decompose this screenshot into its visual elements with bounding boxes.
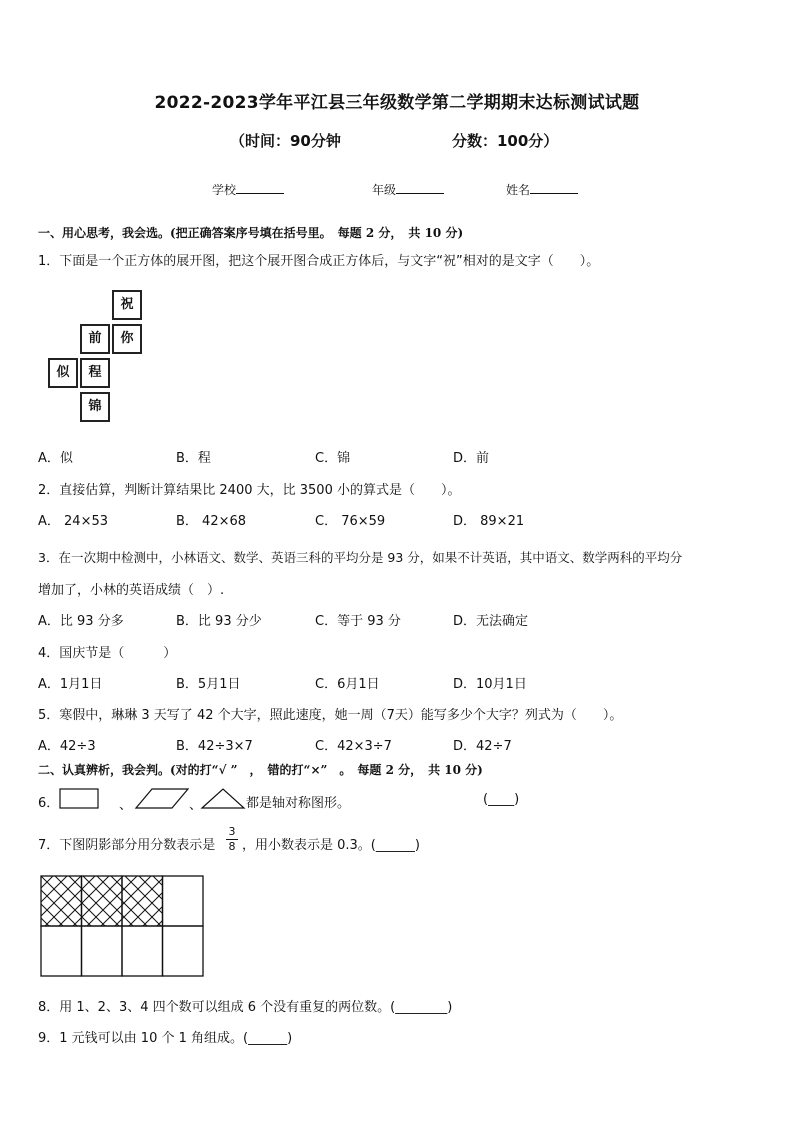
q7-text-before: 7．下图阴影部分用分数表示是 (38, 838, 216, 853)
page-title: 2022-2023学年平江县三年级数学第二学期期末达标测试试题 (154, 93, 640, 113)
grid-cell-shaded (41, 876, 82, 926)
q3-option-b[interactable]: B．比 93 分少 (176, 614, 262, 629)
q5-text: 5．寒假中，琳琳 3 天写了 42 个大字，照此速度，她一周（7天）能写多少个大字？列式为（ ）。 (38, 708, 623, 723)
q2-option-d[interactable]: D． 89×21 (453, 514, 525, 529)
q5-option-b[interactable]: B．42÷3×7 (176, 739, 253, 754)
q7-fraction (225, 825, 239, 853)
q8-text[interactable]: 8．用 1、2、3、4 四个数可以组成 6 个没有重复的两位数。(________) (38, 1000, 453, 1015)
q2-option-c[interactable]: C． 76×59 (315, 514, 386, 529)
grade-field[interactable] (372, 181, 444, 198)
section1-heading: 一、用心思考，我会选。(把正确答案序号填在括号里。 每题 2 分， 共 10 分) (38, 226, 464, 240)
q3-text-line2: 增加了，小林的英语成绩（ ）. (38, 583, 225, 598)
q7-fraction-denominator: 8 (228, 840, 236, 853)
grid-cell (163, 926, 204, 976)
q4-option-b[interactable]: B．5月1日 (176, 677, 241, 692)
grid-cell (122, 926, 163, 976)
name-label: 姓名 (506, 183, 531, 197)
q5-option-a[interactable]: A．42÷3 (38, 739, 96, 754)
q6-shapes (56, 786, 248, 812)
net-cell-zhu: 祝 (112, 290, 142, 320)
q6-separator-2: 、 (189, 798, 203, 813)
section2-heading: 二、认真辨析，我会判。(对的打“√ ” ， 错的打“×” 。 每题 2 分， 共 10 分) (38, 763, 483, 777)
grade-label: 年级 (372, 183, 397, 197)
rectangle-shape (60, 789, 98, 808)
q4-text: 4．国庆节是（ ） (38, 646, 177, 661)
school-blank[interactable] (236, 181, 284, 194)
grid-cell (41, 926, 82, 976)
exam-score: 分数：100分） (452, 132, 559, 150)
q2-option-a[interactable]: A． 24×53 (38, 514, 109, 529)
q6-number: 6． (38, 796, 60, 811)
grade-blank[interactable] (396, 181, 444, 194)
q1-text: 1．下面是一个正方体的展开图，把这个展开图合成正方体后，与文字“祝”相对的是文字（ ）。 (38, 254, 600, 269)
q6-answer-blank[interactable]: (____) (483, 792, 520, 807)
q5-option-d[interactable]: D．42÷7 (453, 739, 512, 754)
net-cell-qian: 前 (80, 324, 110, 354)
net-cell-cheng: 程 (80, 358, 110, 388)
grid-cell-shaded (122, 876, 163, 926)
q7-fraction-grid (40, 875, 206, 977)
net-cell-ni: 你 (112, 324, 142, 354)
name-field[interactable] (506, 181, 578, 198)
grid-cell (163, 876, 204, 926)
q6-separator-1: 、 (119, 798, 133, 813)
q3-text-line1: 3．在一次期中检测中，小林语文、数学、英语三科的平均分是 93 分，如果不计英语，其中语文、数学两科的平均分 (38, 550, 683, 565)
q7-text-after[interactable]: ，用小数表示是 0.3。(______) (242, 838, 420, 853)
q7-fraction-numerator: 3 (228, 825, 236, 838)
net-cell-si: 似 (48, 358, 78, 388)
exam-time: （时间：90分钟 (230, 132, 341, 150)
q3-option-c[interactable]: C．等于 93 分 (315, 614, 401, 629)
q3-option-d[interactable]: D．无法确定 (453, 614, 529, 629)
q4-option-c[interactable]: C．6月1日 (315, 677, 380, 692)
q1-option-c[interactable]: C．锦 (315, 451, 351, 466)
name-blank[interactable] (530, 181, 578, 194)
q5-option-c[interactable]: C．42×3÷7 (315, 739, 392, 754)
q1-option-d[interactable]: D．前 (453, 451, 490, 466)
school-field[interactable] (212, 181, 284, 198)
parallelogram-shape (136, 789, 188, 808)
school-label: 学校 (212, 183, 237, 197)
q2-text: 2．直接估算，判断计算结果比 2400 大，比 3500 小的算式是（ ）。 (38, 483, 461, 498)
q6-text: 都是轴对称图形。 (246, 796, 351, 811)
q3-option-a[interactable]: A．比 93 分多 (38, 614, 124, 629)
triangle-shape (202, 789, 244, 808)
q4-option-d[interactable]: D．10月1日 (453, 677, 527, 692)
q1-option-b[interactable]: B．程 (176, 451, 211, 466)
net-cell-jin: 锦 (80, 392, 110, 422)
q4-option-a[interactable]: A．1月1日 (38, 677, 103, 692)
grid-cell-shaded (82, 876, 123, 926)
grid-cell (82, 926, 123, 976)
q1-option-a[interactable]: A．似 (38, 451, 73, 466)
q2-option-b[interactable]: B． 42×68 (176, 514, 247, 529)
q9-text[interactable]: 9．1 元钱可以由 10 个 1 角组成。(______) (38, 1031, 293, 1046)
